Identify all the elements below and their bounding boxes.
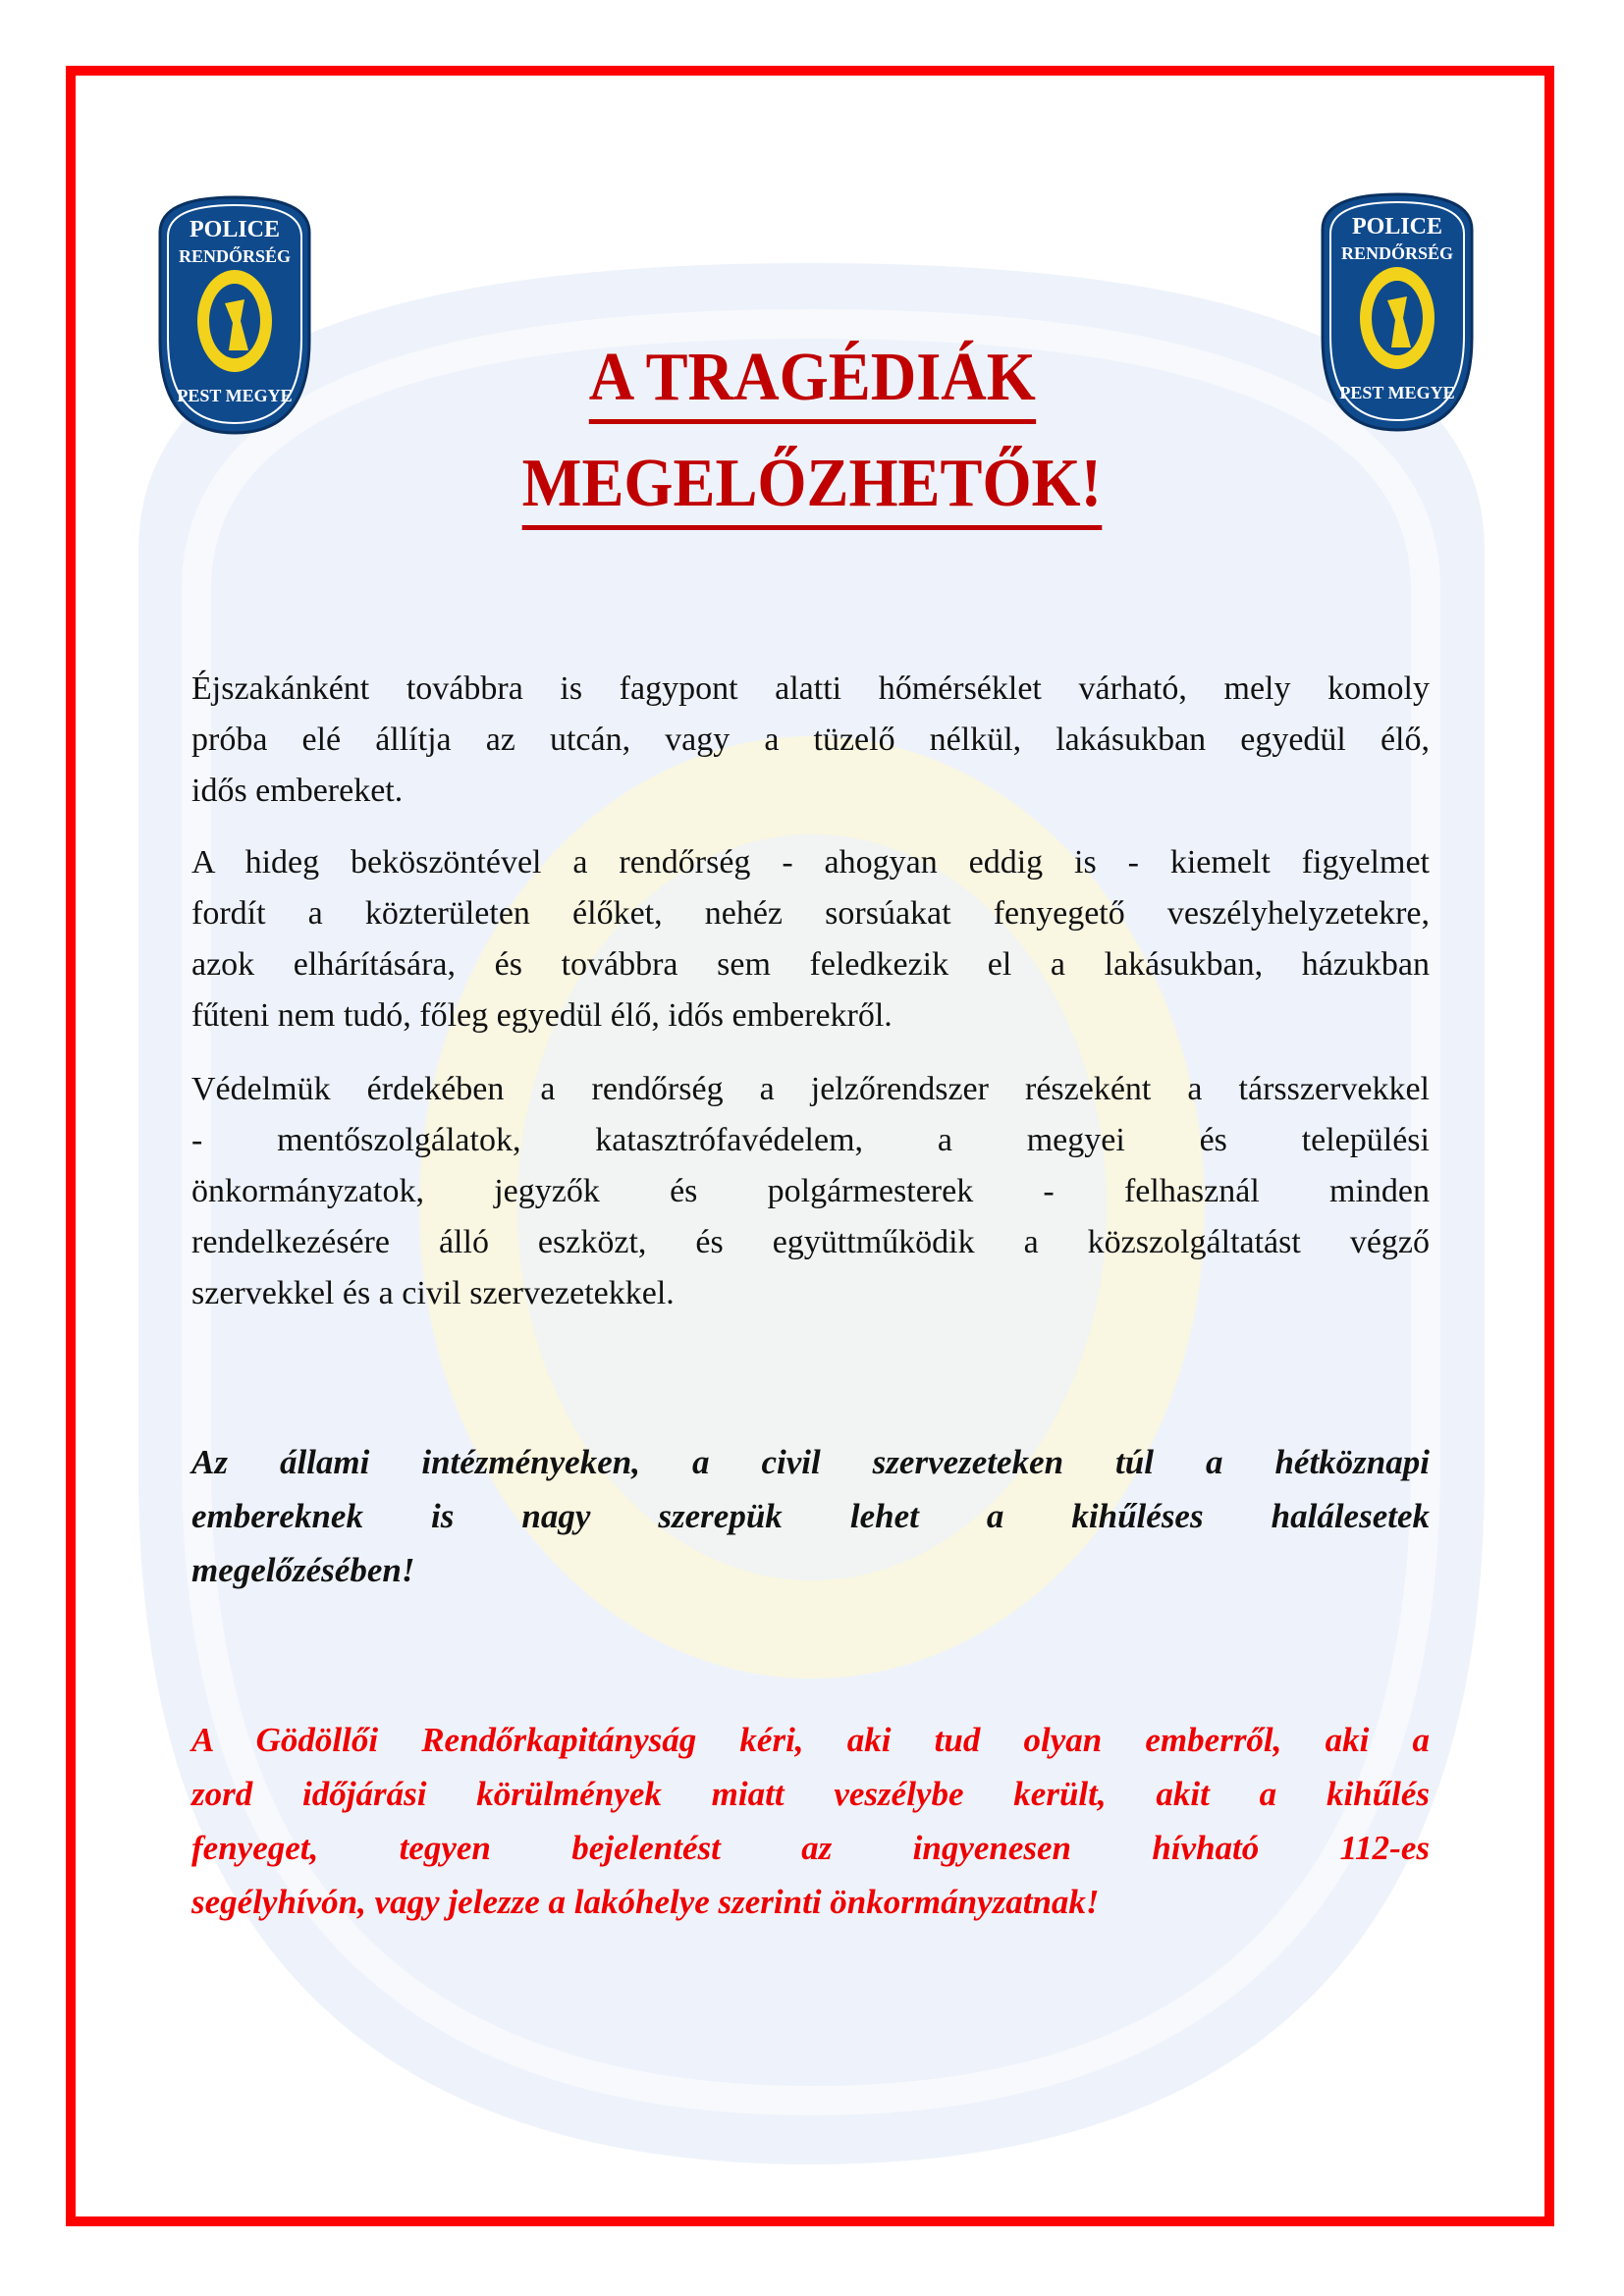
text-line: idős embereket. <box>191 773 404 809</box>
text-line: Az állami intézményeken, a civil szervezeteken túl a hétköznapi <box>191 1443 1430 1481</box>
text-line: - mentőszolgálatok, katasztrófavédelem, a megyei és települési <box>191 1122 1430 1158</box>
title-line-1 <box>0 339 1624 424</box>
logo-text-rendorseg: RENDŐRSÉG <box>1340 243 1454 263</box>
logo-text-rendorseg: RENDŐRSÉG <box>178 246 292 266</box>
logo-text-police: POLICE <box>1351 214 1443 240</box>
paragraph-1 <box>191 664 1430 817</box>
emphasis-paragraph <box>191 1435 1430 1597</box>
text-line: szervekkel és a civil szervezetekkel. <box>191 1275 675 1311</box>
text-line: segélyhívón, vagy jelezze a lakóhelye szerinti önkormányzatnak! <box>191 1883 1100 1921</box>
title-text: A TRAGÉDIÁK <box>588 339 1035 424</box>
text-line: A Gödöllői Rendőrkapitányság kéri, aki tud olyan emberről, aki a <box>191 1721 1430 1759</box>
text-line: A hideg beköszöntével a rendőrség - ahogyan eddig is - kiemelt figyelmet <box>191 844 1430 881</box>
text-line: fűteni nem tudó, főleg egyedül élő, idős emberekről. <box>191 997 893 1034</box>
title-text: MEGELŐZHETŐK! <box>522 445 1102 530</box>
text-line: fenyeget, tegyen bejelentést az ingyenesen hívható 112-es <box>191 1829 1430 1867</box>
paragraph-2 <box>191 837 1430 1041</box>
appeal-paragraph <box>191 1713 1430 1929</box>
logo-text-police: POLICE <box>189 217 281 242</box>
logo-text-pest-megye: PEST MEGYE <box>1339 383 1455 402</box>
logo-text-pest-megye: PEST MEGYE <box>177 386 293 405</box>
paragraph-3 <box>191 1064 1430 1319</box>
text-line: próba elé állítja az utcán, vagy a tüzelő nélkül, lakásukban egyedül élő, <box>191 721 1430 758</box>
text-line: Védelmük érdekében a rendőrség a jelzőrendszer részeként a társszervekkel <box>191 1071 1430 1107</box>
title-line-2 <box>0 445 1624 530</box>
text-line: azok elhárítására, és továbbra sem feledkezik el a lakásukban, házukban <box>191 946 1430 983</box>
text-line: embereknek is nagy szerepük lehet a kihűléses halálesetek <box>191 1497 1430 1535</box>
text-line: rendelkezésére álló eszközt, és együttműködik a közszolgáltatást végző <box>191 1224 1430 1260</box>
text-line: Éjszakánként továbbra is fagypont alatti hőmérséklet várható, mely komoly <box>191 670 1430 707</box>
text-line: megelőzésében! <box>191 1551 415 1589</box>
text-line: zord időjárási körülmények miatt veszélybe került, akit a kihűlés <box>191 1775 1430 1813</box>
text-line: önkormányzatok, jegyzők és polgármesterek - felhasznál minden <box>191 1173 1430 1209</box>
text-line: fordít a közterületen élőket, nehéz sorsúakat fenyegető veszélyhelyzetekre, <box>191 895 1430 932</box>
